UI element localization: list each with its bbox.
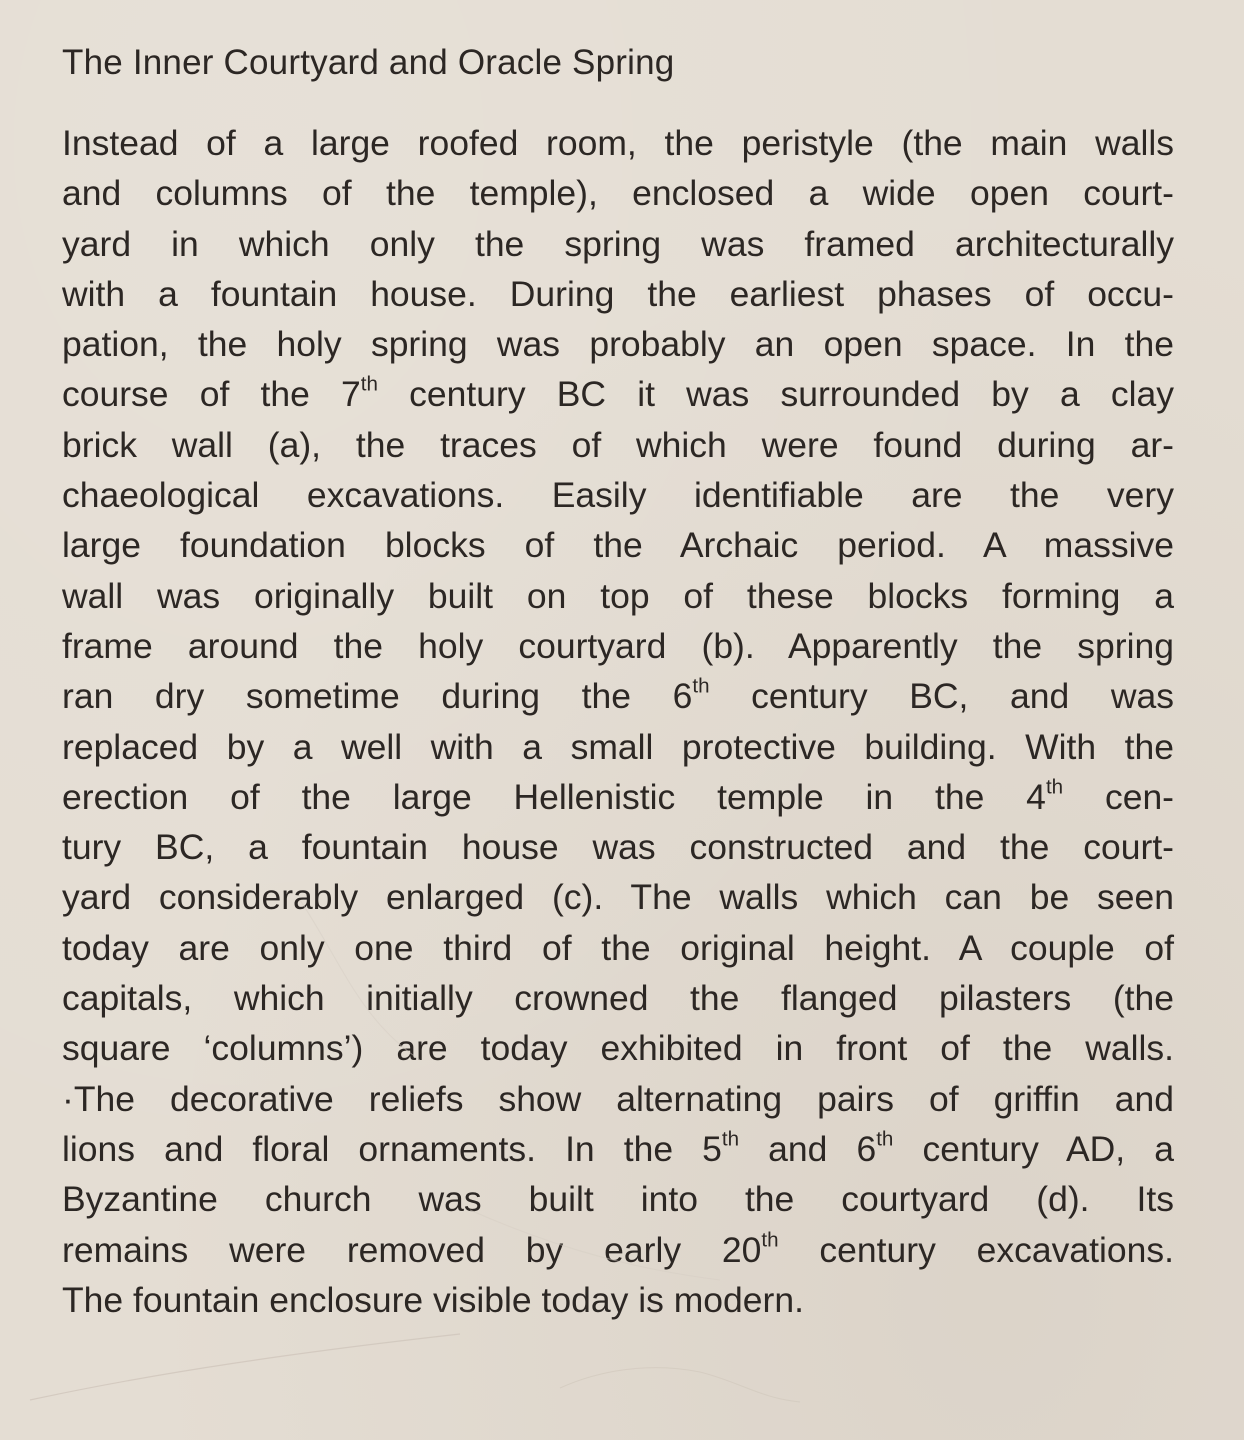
text-line [62, 269, 1174, 319]
text-line [62, 722, 1174, 772]
text-segment: yard considerably enlarged (c). The walls which can be seen [62, 877, 1174, 918]
text-segment: century AD, a [893, 1128, 1174, 1169]
text-line [62, 973, 1174, 1023]
text-segment: course of the 7 [62, 374, 361, 415]
text-line [62, 369, 1174, 419]
ordinal-superscript: th [1045, 775, 1064, 799]
text-line [62, 772, 1174, 822]
text-segment: today are only one third of the original height. A couple of [62, 927, 1174, 968]
text-line [62, 1023, 1174, 1073]
text-line [62, 1124, 1174, 1174]
text-line [62, 168, 1174, 218]
text-segment: pation, the holy spring was probably an open space. In the [62, 324, 1174, 365]
text-line [62, 118, 1174, 168]
text-line [62, 571, 1174, 621]
text-line [62, 671, 1174, 721]
text-segment: ·The decorative reliefs show alternating pairs of griffin and [62, 1078, 1174, 1119]
text-segment: century excavations. [778, 1229, 1174, 1270]
ordinal-superscript: th [360, 373, 378, 397]
ordinal-superscript: th [721, 1127, 740, 1151]
text-segment: cen- [1063, 776, 1175, 817]
text-line [62, 219, 1174, 269]
text-line [62, 1225, 1174, 1275]
ordinal-superscript: th [876, 1127, 894, 1151]
text-line [62, 822, 1174, 872]
text-line [62, 1074, 1174, 1124]
text-segment: remains were removed by early 20 [62, 1229, 762, 1270]
text-segment: century BC, and was [709, 676, 1175, 717]
text-segment: tury BC, a fountain house was constructed and the court- [62, 827, 1174, 868]
text-line [62, 470, 1174, 520]
text-line [62, 520, 1174, 570]
text-line [62, 621, 1174, 671]
text-line [62, 1174, 1174, 1224]
text-segment: century BC it was surrounded by a clay [377, 374, 1174, 415]
text-segment: and columns of the temple), enclosed a wide open court- [62, 173, 1174, 214]
text-segment: Instead of a large roofed room, the peristyle (the main walls [62, 123, 1174, 163]
text-segment: brick wall (a), the traces of which were found during ar- [62, 424, 1174, 465]
text-segment: Byzantine church was built into the courtyard (d). Its [62, 1179, 1174, 1220]
text-segment: The fountain enclosure visible today is modern. [62, 1279, 804, 1320]
text-segment: lions and floral ornaments. In the 5 [62, 1128, 722, 1169]
text-segment: yard in which only the spring was framed architecturally [62, 223, 1174, 264]
panel-body-text [62, 118, 1174, 1325]
text-segment: ran dry sometime during the 6 [62, 676, 693, 717]
text-segment: erection of the large Hellenistic temple in the 4 [62, 776, 1046, 817]
text-segment: capitals, which initially crowned the flanged pilasters (the [62, 978, 1174, 1019]
text-line [62, 420, 1174, 470]
panel-title: The Inner Courtyard and Oracle Spring [62, 43, 675, 82]
text-segment: chaeological excavations. Easily identifiable are the very [62, 475, 1174, 516]
text-line [62, 319, 1174, 369]
text-segment: large foundation blocks of the Archaic period. A massive [62, 525, 1174, 566]
text-line [62, 872, 1174, 922]
text-segment: square ‘columns’) are today exhibited in front of the walls. [62, 1028, 1174, 1069]
ordinal-superscript: th [692, 674, 710, 698]
text-segment: wall was originally built on top of these blocks forming a [62, 575, 1174, 616]
text-segment: with a fountain house. During the earliest phases of occu- [62, 273, 1174, 314]
text-segment: frame around the holy courtyard (b). Apparently the spring [62, 625, 1174, 666]
text-line [62, 1275, 1174, 1325]
ordinal-superscript: th [761, 1228, 779, 1252]
text-line [62, 923, 1174, 973]
text-segment: and 6 [739, 1128, 877, 1169]
text-segment: replaced by a well with a small protective building. With the [62, 726, 1174, 767]
